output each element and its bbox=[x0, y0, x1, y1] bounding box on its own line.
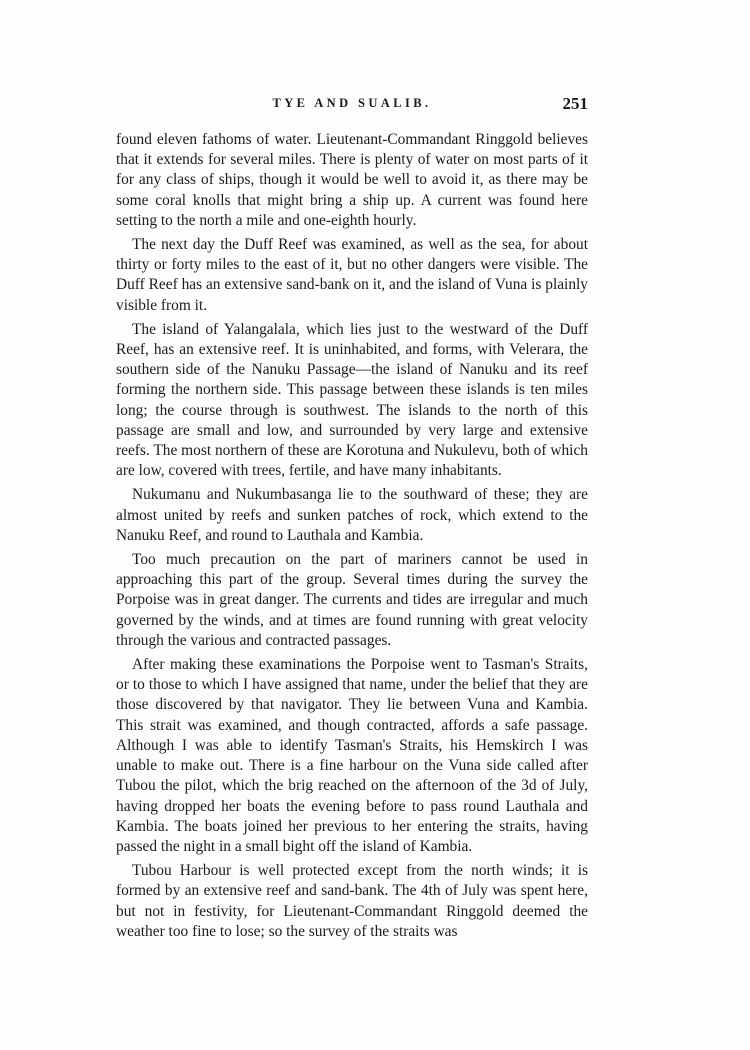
paragraph: The next day the Duff Reef was examined, as well as the sea, for about thirty or forty miles to the east of it, but no other dangers were visible. The Duff Reef has an extensive sand-bank on it, and the island of Vuna is plainly visible from it. bbox=[116, 236, 588, 314]
running-head bbox=[116, 92, 588, 118]
paragraph: The island of Yalangalala, which lies just to the westward of the Duff Reef, has an extensive reef. It is uninhabited, and forms, with Velerara, the southern side of the Nanuku Passage—the island of Nanuku and its reef forming the northern side. This passage between these islands is ten miles long; the course through is southwest. The islands to the north of this passage are small and low, and surrounded by very large and extensive reefs. The most northern of these are Korotuna and Nukulevu, both of which are low, covered with trees, fertile, and have many inhabitants. bbox=[116, 320, 588, 480]
paragraph: After making these examinations the Porpoise went to Tasman's Straits, or to those to which I have assigned that name, under the belief that they are those discovered by that navigator. They lie between Vuna and Kambia. This strait was examined, and though contracted, affords a safe passage. Although I was able to identify Tasman's Straits, his Hemskirch I was unable to make out. There is a fine harbour on the Vuna side called after Tubou the pilot, which the brig reached on the afternoon of the 3d of July, having dropped her boats the evening before to pass round Lauthala and Kambia. The boats joined her previous to her entering the straits, having passed the night in a small bight off the island of Kambia. bbox=[116, 656, 588, 855]
paragraph: found eleven fathoms of water. Lieutenant-Commandant Ringgold believes that it extends for several miles. There is plenty of water on most parts of it for any class of ships, though it would be well to avoid it, as there may be some coral knolls that might bring a ship up. A current was found here setting to the north a mile and one-eighth hourly. bbox=[116, 131, 588, 229]
paragraph: Too much precaution on the part of mariners cannot be used in approaching this part of the group. Several times during the survey the Porpoise was in great danger. The currents and tides are irregular and much governed by the winds, and at times are found running with great velocity through the various and contracted passages. bbox=[116, 551, 588, 649]
paragraph: Tubou Harbour is well protected except from the north winds; it is formed by an extensive reef and sand-bank. The 4th of July was spent here, but not in festivity, for Lieutenant-Commandant Ringgold deemed the weather too fine to lose; so the survey of the straits was bbox=[116, 862, 588, 940]
running-title: TYE AND SUALIB. bbox=[272, 96, 432, 110]
page-number: 251 bbox=[562, 94, 588, 113]
body-text bbox=[116, 130, 588, 946]
paragraph: Nukumanu and Nukumbasanga lie to the southward of these; they are almost united by reefs and sunken patches of rock, which extend to the Nanuku Reef, and round to Lauthala and Kambia. bbox=[116, 486, 588, 544]
